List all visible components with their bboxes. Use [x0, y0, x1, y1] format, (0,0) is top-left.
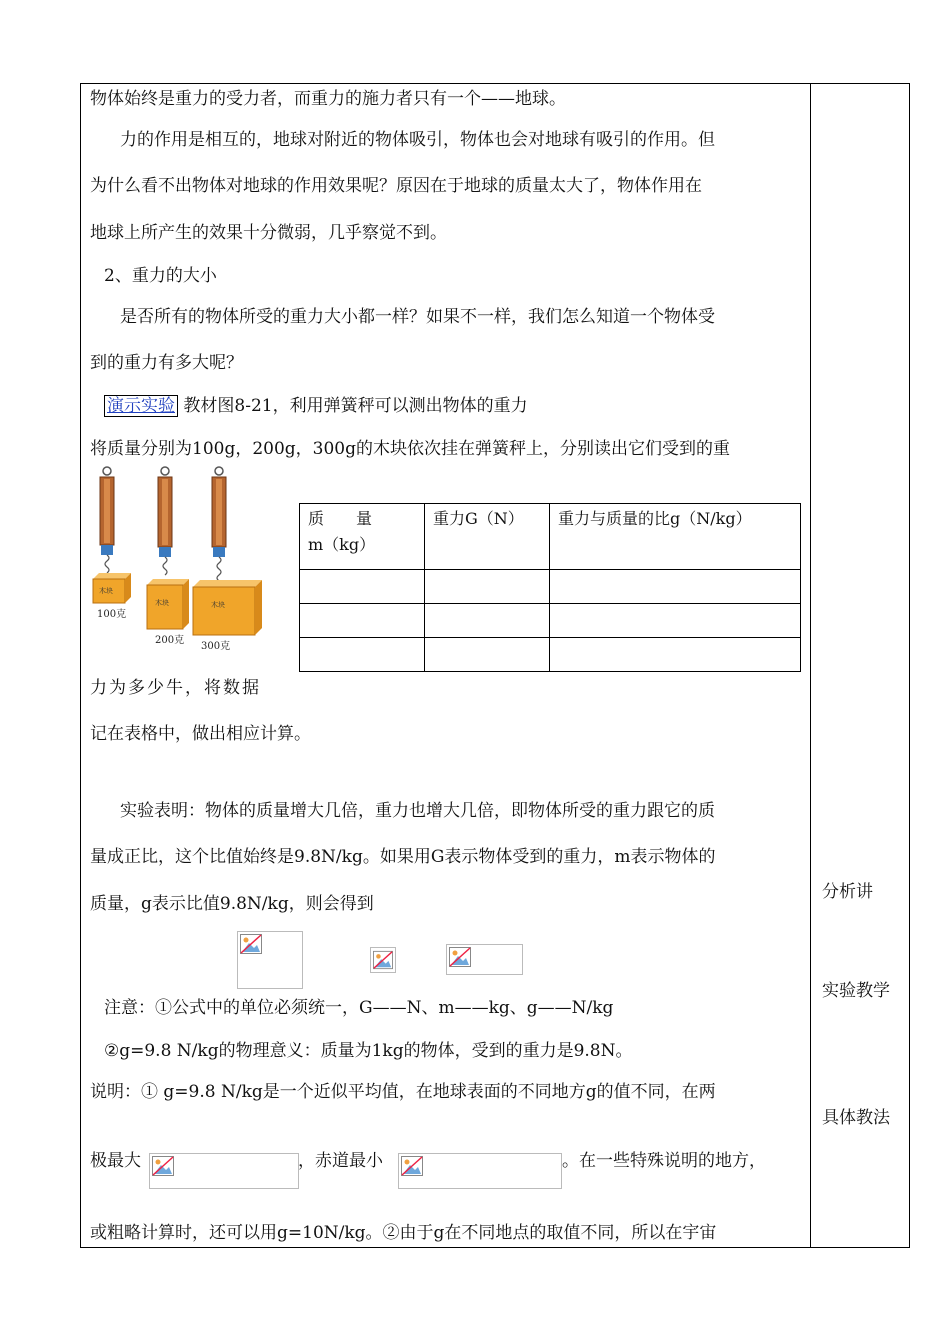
para3-line2: 到的重力有多大呢？	[90, 353, 243, 373]
header-mass	[300, 504, 425, 570]
note3-line2a: 极最大	[90, 1151, 141, 1171]
header-ratio: 重力与质量的比g（N/kg）	[550, 504, 801, 570]
block-label-2: 木块	[155, 599, 169, 607]
side-note-3: 具体教法	[822, 1108, 890, 1128]
para3-line1: 是否所有的物体所受的重力大小都一样？如果不一样，我们怎么知道一个物体受	[120, 307, 715, 327]
mass-label-100: 100克	[97, 609, 127, 620]
formula-image-3	[446, 944, 523, 975]
demo-tag[interactable]: 演示实验	[104, 395, 178, 417]
header-gravity: 重力G（N）	[425, 504, 550, 570]
mass-label-300: 300克	[201, 641, 231, 652]
note2: ②g=9.8 N/kg的物理意义：质量为1kg的物体，受到的重力是9.8N。	[104, 1041, 633, 1061]
spring-scale-200g	[147, 467, 189, 646]
table-row	[300, 638, 801, 672]
broken-image-icon	[401, 1156, 423, 1176]
table-header-row	[300, 504, 801, 570]
header-mass-line2: m（kg）	[308, 535, 376, 554]
para1: 物体始终是重力的受力者，而重力的施力者只有一个——地球。	[90, 89, 566, 109]
table-cell[interactable]	[300, 604, 425, 638]
mass-label-200: 200克	[155, 635, 185, 646]
formula-image-2	[370, 947, 396, 973]
spring-scale-100g	[93, 467, 131, 620]
broken-image-icon	[373, 950, 393, 970]
spring-scale-figure	[85, 465, 285, 655]
spring-scale-300g	[193, 467, 262, 652]
para2-line3: 地球上所产生的效果十分微弱，几乎察觉不到。	[90, 223, 447, 243]
block-label-3: 木块	[211, 601, 225, 609]
table-cell[interactable]	[425, 570, 550, 604]
para5-line1: 实验表明：物体的质量增大几倍，重力也增大几倍，即物体所受的重力跟它的质	[120, 801, 715, 821]
para5-line3: 质量，g表示比值9.8N/kg，则会得到	[90, 894, 374, 914]
data-table	[299, 503, 801, 672]
table-row	[300, 570, 801, 604]
column-divider	[810, 83, 811, 1248]
demo-text: 教材图8-21，利用弹簧秤可以测出物体的重力	[183, 396, 528, 416]
section-title: 2、重力的大小	[104, 266, 217, 286]
note3-line2b: ，赤道最小	[298, 1151, 383, 1171]
para2-line2: 为什么看不出物体对地球的作用效果呢？原因在于地球的质量太大了，物体作用在	[90, 176, 702, 196]
broken-image-icon	[152, 1156, 174, 1176]
pole-value-image	[149, 1153, 299, 1189]
broken-image-icon	[449, 947, 471, 967]
note1: 注意：①公式中的单位必须统一，G——N、m——kg、g——N/kg	[104, 998, 614, 1018]
para4-line3: 记在表格中，做出相应计算。	[90, 724, 311, 744]
table-cell[interactable]	[425, 604, 550, 638]
para4-line2: 力为多少牛，将数据	[90, 678, 261, 698]
note3-line3: 或粗略计算时，还可以用g=10N/kg。②由于g在不同地点的取值不同，所以在宇宙	[90, 1223, 717, 1243]
para2-line1: 力的作用是相互的，地球对附近的物体吸引，物体也会对地球有吸引的作用。但	[120, 130, 715, 150]
block-label-1: 木块	[99, 587, 113, 595]
table-row	[300, 604, 801, 638]
table-cell[interactable]	[550, 604, 801, 638]
table-cell[interactable]	[300, 570, 425, 604]
side-note-2: 实验教学	[822, 981, 890, 1001]
para5-line2: 量成正比，这个比值始终是9.8N/kg。如果用G表示物体受到的重力，m表示物体的	[90, 847, 716, 867]
para4-line1: 将质量分别为100g，200g，300g的木块依次挂在弹簧秤上，分别读出它们受到的重	[90, 439, 730, 459]
demo-line	[104, 395, 528, 417]
side-note-1: 分析讲	[822, 882, 873, 902]
equator-value-image	[398, 1153, 562, 1189]
formula-image-1	[237, 931, 303, 989]
table-cell[interactable]	[550, 570, 801, 604]
broken-image-icon	[240, 934, 262, 954]
table-cell[interactable]	[550, 638, 801, 672]
header-mass-line1: 质 量	[308, 509, 373, 528]
note3-line1: 说明：① g=9.8 N/kg是一个近似平均值，在地球表面的不同地方g的值不同，在两	[90, 1082, 716, 1102]
note3-line2c: 。在一些特殊说明的地方，	[562, 1151, 766, 1171]
table-cell[interactable]	[425, 638, 550, 672]
table-cell[interactable]	[300, 638, 425, 672]
